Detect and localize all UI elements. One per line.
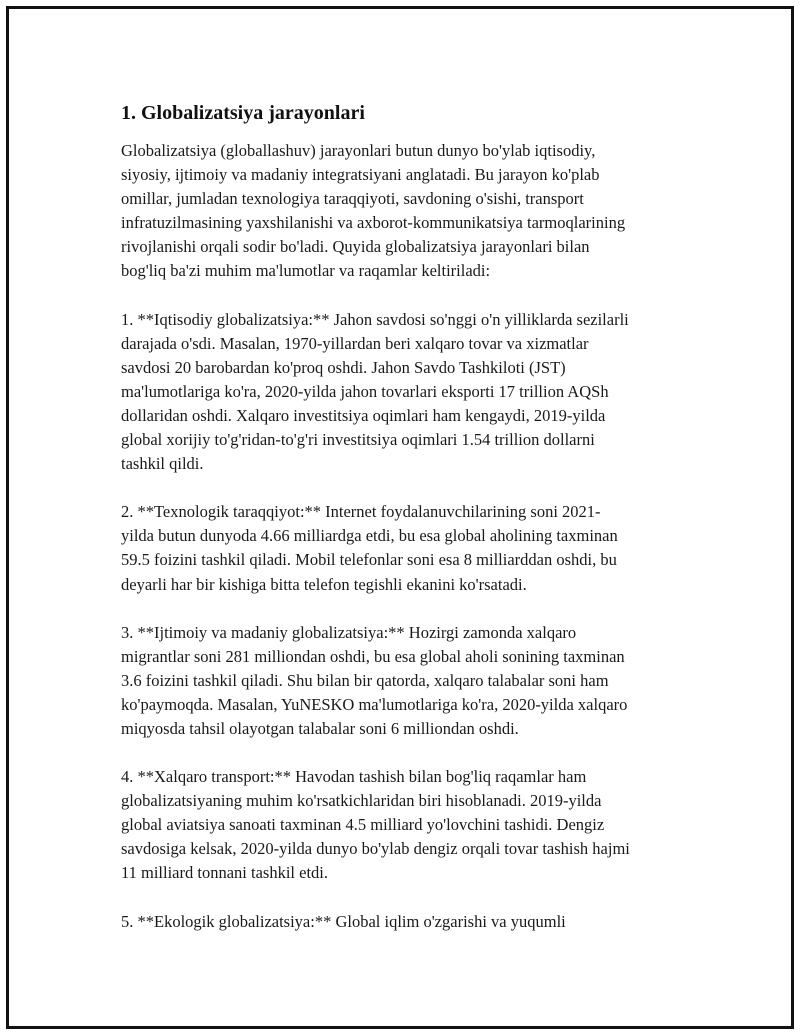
numbered-paragraph: [121, 500, 701, 596]
text-line: global aviatsiya sanoati taxminan 4.5 milliard yo'lovchini tashidi. Dengiz: [121, 815, 605, 835]
numbered-paragraph: [121, 308, 701, 477]
text-line: rivojlanishi orqali sodir bo'ladi. Quyida globalizatsiya jarayonlari bilan: [121, 237, 590, 257]
page-frame: [6, 6, 794, 1029]
text-line: globalizatsiyaning muhim ko'rsatkichlaridan biri hisoblanadi. 2019-yilda: [121, 791, 602, 811]
text-line: global xorijiy to'g'ridan-to'g'ri investitsiya oqimlari 1.54 trillion dollarni: [121, 430, 595, 450]
text-line: tashkil qildi.: [121, 454, 204, 474]
text-line: bog'liq ba'zi muhim ma'lumotlar va raqamlar keltiriladi:: [121, 261, 491, 281]
intro-paragraph: [121, 139, 701, 284]
text-line: ma'lumotlariga ko'ra, 2020-yilda jahon tovarlari eksporti 17 trillion AQSh: [121, 381, 609, 401]
text-line: 4. **Xalqaro transport:** Havodan tashish bilan bog'liq raqamlar ham: [121, 767, 587, 787]
numbered-sections: [121, 308, 701, 934]
section-heading: 1. Globalizatsiya jarayonlari: [121, 102, 365, 124]
numbered-paragraph: [121, 910, 701, 934]
text-line: darajada o'sdi. Masalan, 1970-yillardan beri xalqaro tovar va xizmatlar: [121, 333, 589, 353]
text-line: infratuzilmasining yaxshilanishi va axborot-kommunikatsiya tarmoqlarining: [121, 213, 626, 233]
text-line: yilda butun dunyoda 4.66 milliardga etdi, bu esa global aholining taxminan: [121, 526, 618, 546]
text-line: deyarli har bir kishiga bitta telefon tegishli ekanini ko'rsatadi.: [121, 574, 527, 594]
text-line: 59.5 foizini tashkil qiladi. Mobil telefonlar soni esa 8 milliarddan oshdi, bu: [121, 550, 617, 570]
text-line: 2. **Texnologik taraqqiyot:** Internet foydalanuvchilarining soni 2021-: [121, 502, 601, 522]
text-line: miqyosda tahsil olayotgan talabalar soni 6 milliondan oshdi.: [121, 718, 519, 738]
numbered-paragraph: [121, 621, 701, 741]
text-line: 11 milliard tonnani tashkil etdi.: [121, 863, 328, 883]
text-line: savdosi 20 barobardan ko'proq oshdi. Jahon Savdo Tashkiloti (JST): [121, 357, 566, 377]
text-line: dollaridan oshdi. Xalqaro investitsiya oqimlari ham kengaydi, 2019-yilda: [121, 405, 606, 425]
text-line: omillar, jumladan texnologiya taraqqiyoti, savdoning o'sishi, transport: [121, 189, 584, 209]
text-line: savdosiga kelsak, 2020-yilda dunyo bo'ylab dengiz orqali tovar tashish hajmi: [121, 839, 630, 859]
text-line: Globalizatsiya (globallashuv) jarayonlari butun dunyo bo'ylab iqtisodiy,: [121, 141, 596, 160]
text-line: 3. **Ijtimoiy va madaniy globalizatsiya:** Hozirgi zamonda xalqaro: [121, 622, 577, 642]
text-line: 5. **Ekologik globalizatsiya:** Global iqlim o'zgarishi va yuqumli: [121, 911, 566, 931]
document-body: [121, 100, 701, 958]
numbered-paragraph: [121, 765, 701, 885]
text-line: 1. **Iqtisodiy globalizatsiya:** Jahon savdosi so'nggi o'n yilliklarda sezilarli: [121, 309, 629, 329]
text-line: 3.6 foizini tashkil qiladi. Shu bilan bir qatorda, xalqaro talabalar soni ham: [121, 670, 609, 690]
text-line: siyosiy, ijtimoiy va madaniy integratsiyani anglatadi. Bu jarayon ko'plab: [121, 165, 600, 185]
text-line: migrantlar soni 281 milliondan oshdi, bu esa global aholi sonining taxminan: [121, 646, 625, 666]
text-line: ko'paymoqda. Masalan, YuNESKO ma'lumotlariga ko'ra, 2020-yilda xalqaro: [121, 694, 628, 714]
